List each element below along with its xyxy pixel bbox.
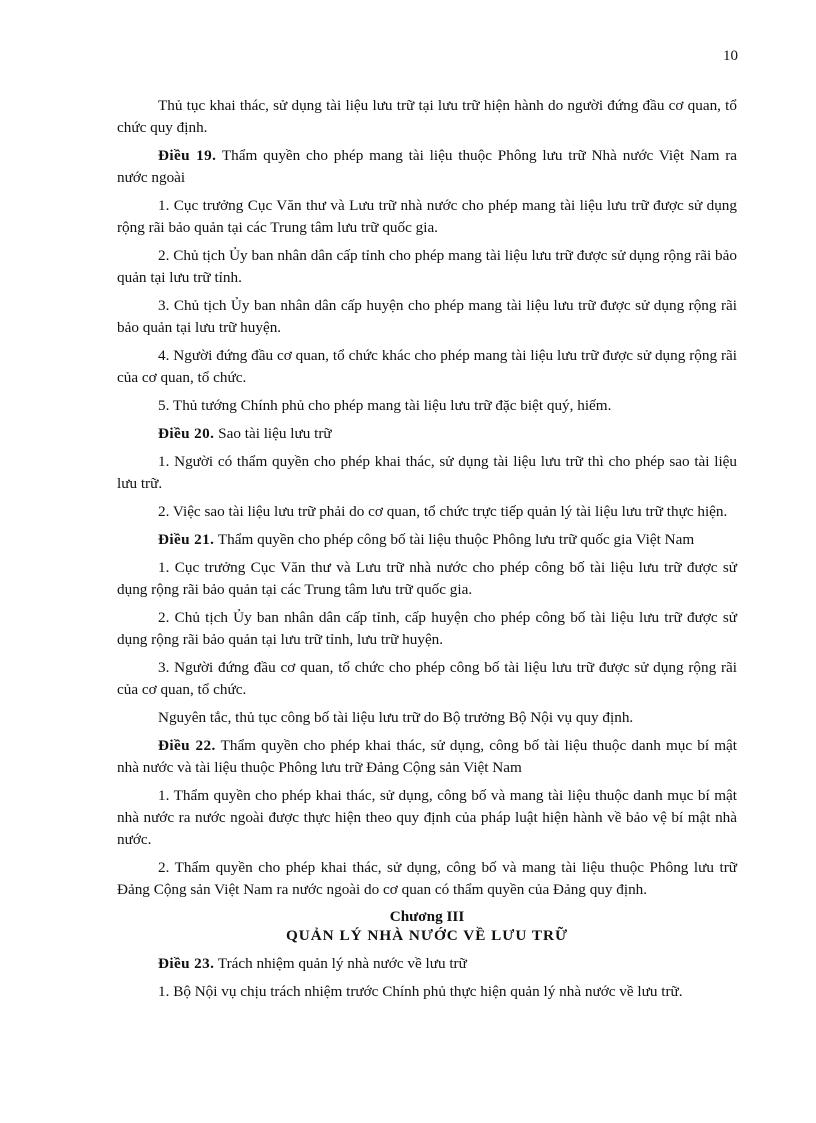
body-paragraph xyxy=(117,607,737,651)
article-paragraph xyxy=(117,423,737,445)
paragraph-text: 2. Thẩm quyền cho phép khai thác, sử dụng, công bố và mang tài liệu thuộc Phông lưu trữ Đảng Cộng sản Việt Nam ra nước ngoài do cơ quan có thẩm quyền của Đảng quy định. xyxy=(117,859,737,898)
paragraph-text: Sao tài liệu lưu trữ xyxy=(214,425,332,442)
body-paragraph xyxy=(117,345,737,389)
article-paragraph xyxy=(117,529,737,551)
body-paragraph xyxy=(117,451,737,495)
paragraph-text: 5. Thủ tướng Chính phủ cho phép mang tài liệu lưu trữ đặc biệt quý, hiếm. xyxy=(158,397,612,414)
paragraph-text: Trách nhiệm quản lý nhà nước về lưu trữ xyxy=(214,955,467,972)
body-paragraph xyxy=(117,501,737,523)
body-paragraph xyxy=(117,195,737,239)
paragraph-text: 1. Người có thẩm quyền cho phép khai thác, sử dụng tài liệu lưu trữ thì cho phép sao tài liệu lưu trữ. xyxy=(117,453,737,492)
paragraph-text: 2. Chủ tịch Ủy ban nhân dân cấp tỉnh, cấp huyện cho phép công bố tài liệu lưu trữ được sử dụng rộng rãi bảo quản tại lưu trữ tỉnh, lưu trữ huyện. xyxy=(117,609,737,648)
paragraph-text: Thẩm quyền cho phép công bố tài liệu thuộc Phông lưu trữ quốc gia Việt Nam xyxy=(214,531,695,548)
article-heading: Điều 20. xyxy=(158,425,215,442)
body-paragraph xyxy=(117,245,737,289)
body-paragraph xyxy=(117,95,737,139)
article-heading: Điều 23. xyxy=(158,955,215,972)
body-paragraph xyxy=(117,785,737,851)
body-paragraph xyxy=(117,981,737,1003)
paragraph-text: 2. Chủ tịch Ủy ban nhân dân cấp tỉnh cho phép mang tài liệu lưu trữ được sử dụng rộng rãi bảo quản tại lưu trữ tỉnh. xyxy=(117,247,737,286)
page-number: 10 xyxy=(723,48,738,64)
article-heading: Điều 22. xyxy=(158,737,216,754)
paragraph-text: 1. Bộ Nội vụ chịu trách nhiệm trước Chính phủ thực hiện quản lý nhà nước về lưu trữ. xyxy=(158,983,683,1000)
paragraph-text: 3. Người đứng đầu cơ quan, tổ chức cho phép công bố tài liệu lưu trữ được sử dụng rộng rãi của cơ quan, tổ chức. xyxy=(117,659,737,698)
article-paragraph xyxy=(117,735,737,779)
paragraph-text: Thẩm quyền cho phép mang tài liệu thuộc Phông lưu trữ Nhà nước Việt Nam ra nước ngoài xyxy=(117,147,737,186)
document-body xyxy=(117,95,737,1009)
paragraph-text: 1. Cục trưởng Cục Văn thư và Lưu trữ nhà nước cho phép mang tài liệu lưu trữ được sử dụng rộng rãi bảo quản tại các Trung tâm lưu trữ quốc gia. xyxy=(117,197,737,236)
paragraph-text: 1. Thẩm quyền cho phép khai thác, sử dụng, công bố và mang tài liệu thuộc danh mục bí mật nhà nước ra nước ngoài được thực hiện theo quy định của pháp luật hiện hành về bảo vệ bí mật nhà nước. xyxy=(117,787,737,848)
body-paragraph xyxy=(117,657,737,701)
paragraph-text: 1. Cục trưởng Cục Văn thư và Lưu trữ nhà nước cho phép công bố tài liệu lưu trữ được sử dụng rộng rãi bảo quản tại các Trung tâm lưu trữ quốc gia. xyxy=(117,559,737,598)
body-paragraph xyxy=(117,295,737,339)
body-paragraph xyxy=(117,707,737,729)
paragraphs-after-chapter xyxy=(117,953,737,1003)
article-heading: Điều 21. xyxy=(158,531,215,548)
chapter-label: Chương III xyxy=(389,908,465,925)
paragraph-text: Nguyên tắc, thủ tục công bố tài liệu lưu trữ do Bộ trưởng Bộ Nội vụ quy định. xyxy=(158,709,634,726)
article-paragraph xyxy=(117,953,737,975)
body-paragraph xyxy=(117,557,737,601)
paragraph-text: 4. Người đứng đầu cơ quan, tổ chức khác cho phép mang tài liệu lưu trữ được sử dụng rộng rãi của cơ quan, tổ chức. xyxy=(117,347,737,386)
paragraphs-before-chapter xyxy=(117,95,737,901)
article-heading: Điều 19. xyxy=(158,147,217,164)
paragraph-text: 2. Việc sao tài liệu lưu trữ phải do cơ quan, tổ chức trực tiếp quản lý tài liệu lưu trữ thực hiện. xyxy=(158,503,728,520)
body-paragraph xyxy=(117,395,737,417)
chapter-title: QUẢN LÝ NHÀ NƯỚC VỀ LƯU TRỮ xyxy=(285,927,569,944)
paragraph-text: 3. Chủ tịch Ủy ban nhân dân cấp huyện cho phép mang tài liệu lưu trữ được sử dụng rộng rãi bảo quản tại lưu trữ huyện. xyxy=(117,297,737,336)
body-paragraph xyxy=(117,857,737,901)
paragraph-text: Thẩm quyền cho phép khai thác, sử dụng, công bố tài liệu thuộc danh mục bí mật nhà nước và tài liệu thuộc Phông lưu trữ Đảng Cộng sản Việt Nam xyxy=(117,737,737,776)
paragraph-text: Thủ tục khai thác, sử dụng tài liệu lưu trữ tại lưu trữ hiện hành do người đứng đầu cơ quan, tổ chức quy định. xyxy=(117,97,737,136)
article-paragraph xyxy=(117,145,737,189)
